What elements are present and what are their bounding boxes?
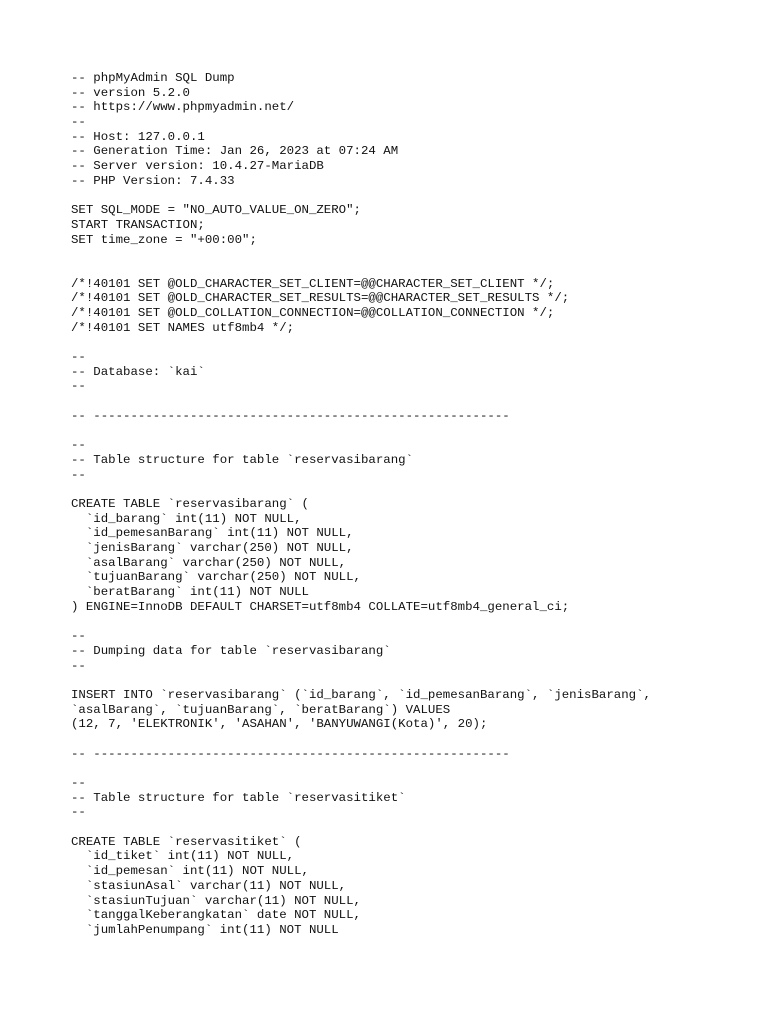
code-line: -- Database: `kai`	[71, 364, 205, 379]
code-line	[71, 614, 748, 629]
code-line	[71, 394, 748, 409]
code-line: `stasiunTujuan` varchar(11) NOT NULL,	[71, 893, 361, 908]
code-line: `asalBarang` varchar(250) NOT NULL,	[71, 555, 347, 570]
code-line: CREATE TABLE `reservasitiket` (	[71, 834, 302, 849]
sql-dump-text	[71, 71, 748, 938]
code-line: -- Generation Time: Jan 26, 2023 at 07:24 AM	[71, 144, 399, 159]
code-line: SET SQL_MODE = "NO_AUTO_VALUE_ON_ZERO";	[71, 203, 361, 218]
code-line: --	[71, 350, 86, 365]
code-line: /*!40101 SET @OLD_CHARACTER_SET_RESULTS=@@CHARACTER_SET_RESULTS */;	[71, 291, 570, 306]
code-line: INSERT INTO `reservasibarang` (`id_barang`, `id_pemesanBarang`, `jenisBarang`,	[71, 687, 651, 702]
code-line: `tanggalKeberangkatan` date NOT NULL,	[71, 908, 361, 923]
code-line: SET time_zone = "+00:00";	[71, 232, 257, 247]
code-line: /*!40101 SET @OLD_CHARACTER_SET_CLIENT=@@CHARACTER_SET_CLIENT */;	[71, 276, 555, 291]
code-line	[71, 673, 748, 688]
code-line: --	[71, 438, 86, 453]
code-line: `jumlahPenumpang` int(11) NOT NULL	[71, 922, 339, 937]
code-line: START TRANSACTION;	[71, 217, 205, 232]
code-line	[71, 424, 748, 439]
code-line	[71, 247, 748, 262]
code-line: `beratBarang` int(11) NOT NULL	[71, 585, 309, 600]
code-line	[71, 732, 748, 747]
code-line	[71, 189, 748, 204]
code-line: `asalBarang`, `tujuanBarang`, `beratBarang`) VALUES	[71, 702, 451, 717]
code-line	[71, 761, 748, 776]
code-line: `id_tiket` int(11) NOT NULL,	[71, 849, 295, 864]
code-line: -- --------------------------------------------------------	[71, 746, 510, 761]
code-line: CREATE TABLE `reservasibarang` (	[71, 496, 309, 511]
code-line	[71, 335, 748, 350]
code-line: -- phpMyAdmin SQL Dump	[71, 71, 235, 85]
code-line	[71, 482, 748, 497]
code-line: /*!40101 SET NAMES utf8mb4 */;	[71, 320, 295, 335]
code-line: (12, 7, 'ELEKTRONIK', 'ASAHAN', 'BANYUWANGI(Kota)', 20);	[71, 717, 488, 732]
code-line: -- --------------------------------------------------------	[71, 408, 510, 423]
code-line: -- Dumping data for table `reservasibarang`	[71, 643, 391, 658]
code-line	[71, 820, 748, 835]
code-line: --	[71, 379, 86, 394]
code-line: `id_pemesan` int(11) NOT NULL,	[71, 864, 309, 879]
code-line: --	[71, 658, 86, 673]
code-line: --	[71, 629, 86, 644]
code-line: -- https://www.phpmyadmin.net/	[71, 100, 295, 115]
code-line: --	[71, 805, 86, 820]
code-line: /*!40101 SET @OLD_COLLATION_CONNECTION=@@COLLATION_CONNECTION */;	[71, 306, 555, 320]
code-line: --	[71, 467, 86, 482]
code-line: --	[71, 776, 86, 790]
code-line: -- version 5.2.0	[71, 85, 190, 100]
code-line: -- Table structure for table `reservasibarang`	[71, 452, 414, 467]
code-line: `jenisBarang` varchar(250) NOT NULL,	[71, 541, 354, 555]
code-line: -- Table structure for table `reservasitiket`	[71, 790, 406, 805]
code-line	[71, 262, 748, 277]
code-line: -- PHP Version: 7.4.33	[71, 173, 235, 188]
code-line: -- Server version: 10.4.27-MariaDB	[71, 159, 324, 174]
code-line: `stasiunAsal` varchar(11) NOT NULL,	[71, 878, 347, 893]
code-line: --	[71, 115, 86, 130]
code-line: `id_pemesanBarang` int(11) NOT NULL,	[71, 526, 354, 541]
code-line: ) ENGINE=InnoDB DEFAULT CHARSET=utf8mb4 COLLATE=utf8mb4_general_ci;	[71, 599, 570, 614]
code-line: `id_barang` int(11) NOT NULL,	[71, 511, 302, 526]
code-line: -- Host: 127.0.0.1	[71, 129, 205, 144]
code-line: `tujuanBarang` varchar(250) NOT NULL,	[71, 570, 361, 585]
